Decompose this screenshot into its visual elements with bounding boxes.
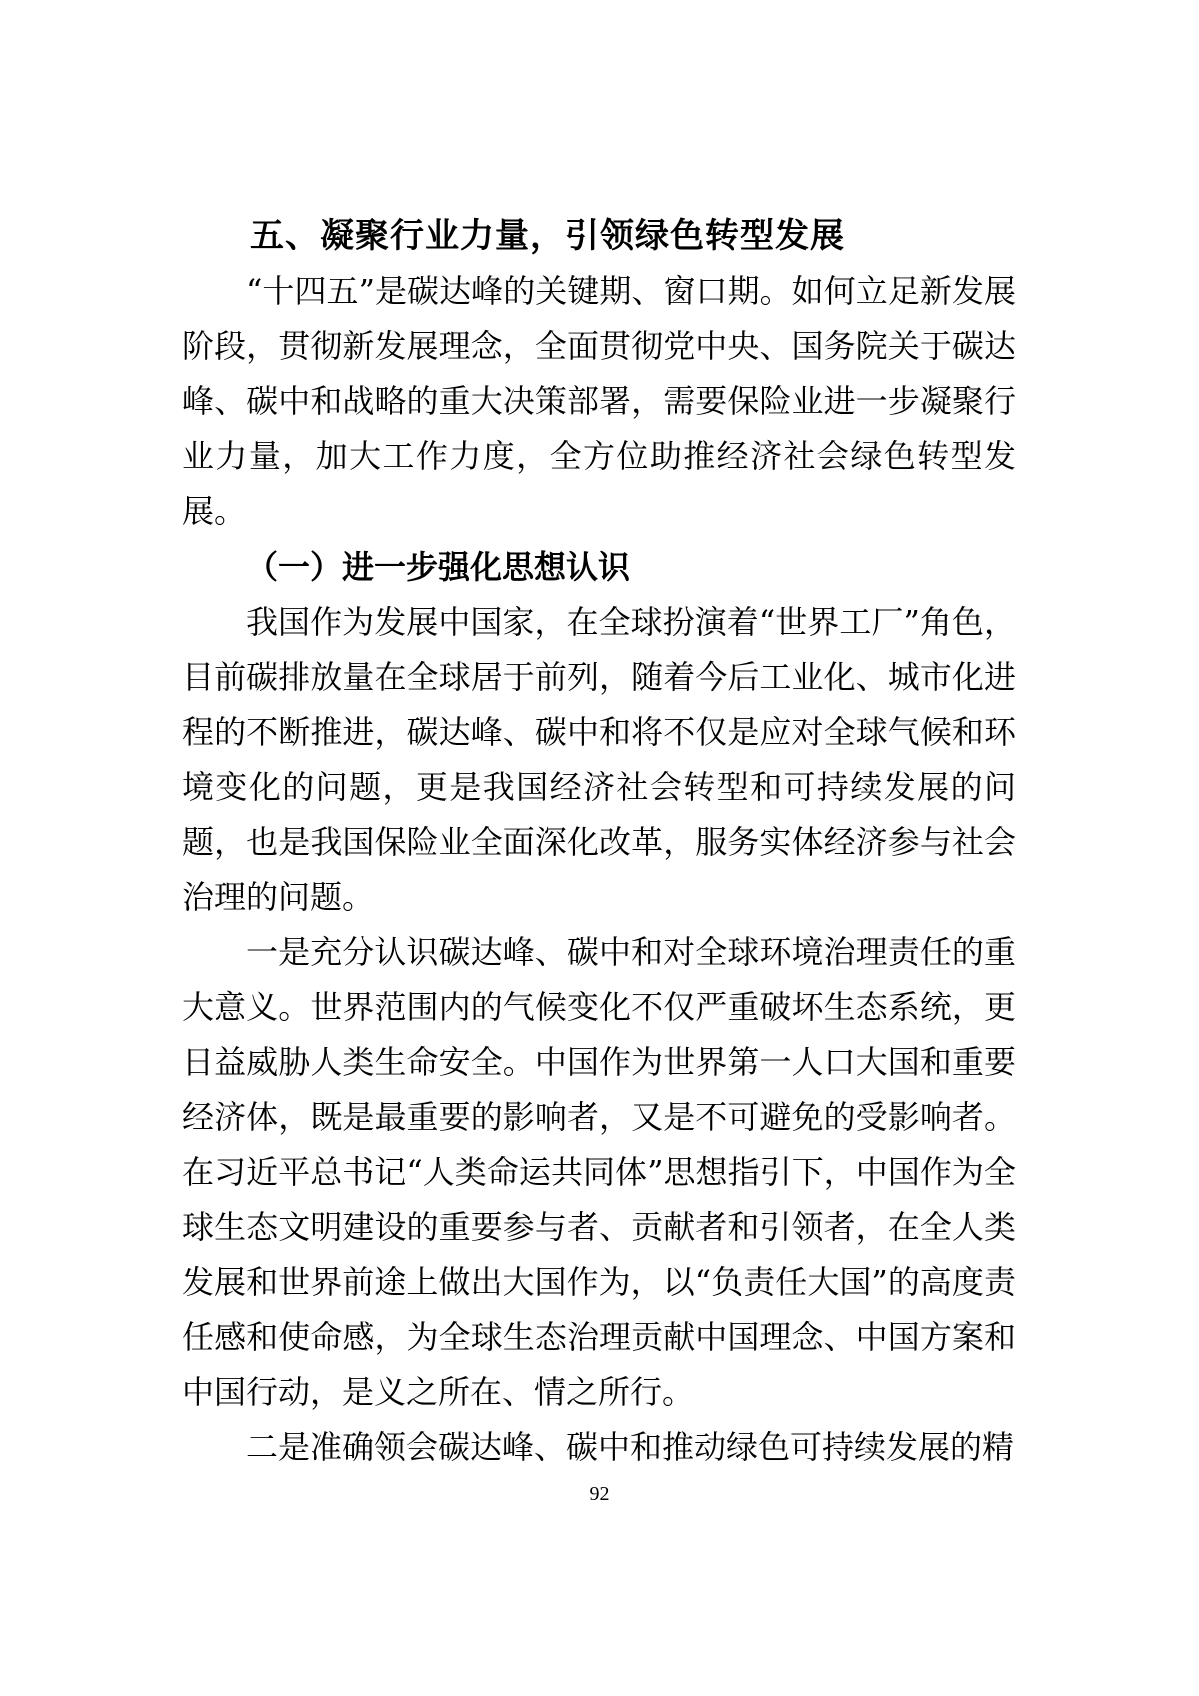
- intro-paragraph: “十四五”是碳达峰的关键期、窗口期。如何立足新发展阶段，贯彻新发展理念，全面贯彻党中央、国务院关于碳达峰、碳中和战略的重大决策部署，需要保险业进一步凝聚行业力量，加大工作力度，全方位助推经济社会绿色转型发展。: [182, 272, 1016, 530]
- page-content: [182, 208, 1016, 1475]
- subsection-heading: （一）进一步强化思想认识: [246, 548, 631, 586]
- page-number: 92: [589, 1483, 610, 1505]
- thought-paragraph: 我国作为发展中国家，在全球扮演着“世界工厂”角色，目前碳排放量在全球居于前列，随着今后工业化、城市化进程的不断推进，碳达峰、碳中和将不仅是应对全球气候和环境变化的问题，更是我国经济社会转型和可持续发展的问题，也是我国保险业全面深化改革，服务实体经济参与社会治理的问题。: [182, 603, 1016, 916]
- second-point-paragraph: 二是准确领会碳达峰、碳中和推动绿色可持续发展的精: [246, 1428, 1015, 1466]
- section-heading: 五、凝聚行业力量，引领绿色转型发展: [250, 217, 845, 255]
- first-point-paragraph: 一是充分认识碳达峰、碳中和对全球环境治理责任的重大意义。世界范围内的气候变化不仅严重破坏生态系统，更日益威胁人类生命安全。中国作为世界第一人口大国和重要经济体，既是最重要的影响者，又是不可避免的受影响者。在习近平总书记“人类命运共同体”思想指引下，中国作为全球生态文明建设的重要参与者、贡献者和引领者，在全人类发展和世界前途上做出大国作为，以“负责任大国”的高度责任感和使命感，为全球生态治理贡献中国理念、中国方案和中国行动，是义之所在、情之所行。: [182, 933, 1016, 1411]
